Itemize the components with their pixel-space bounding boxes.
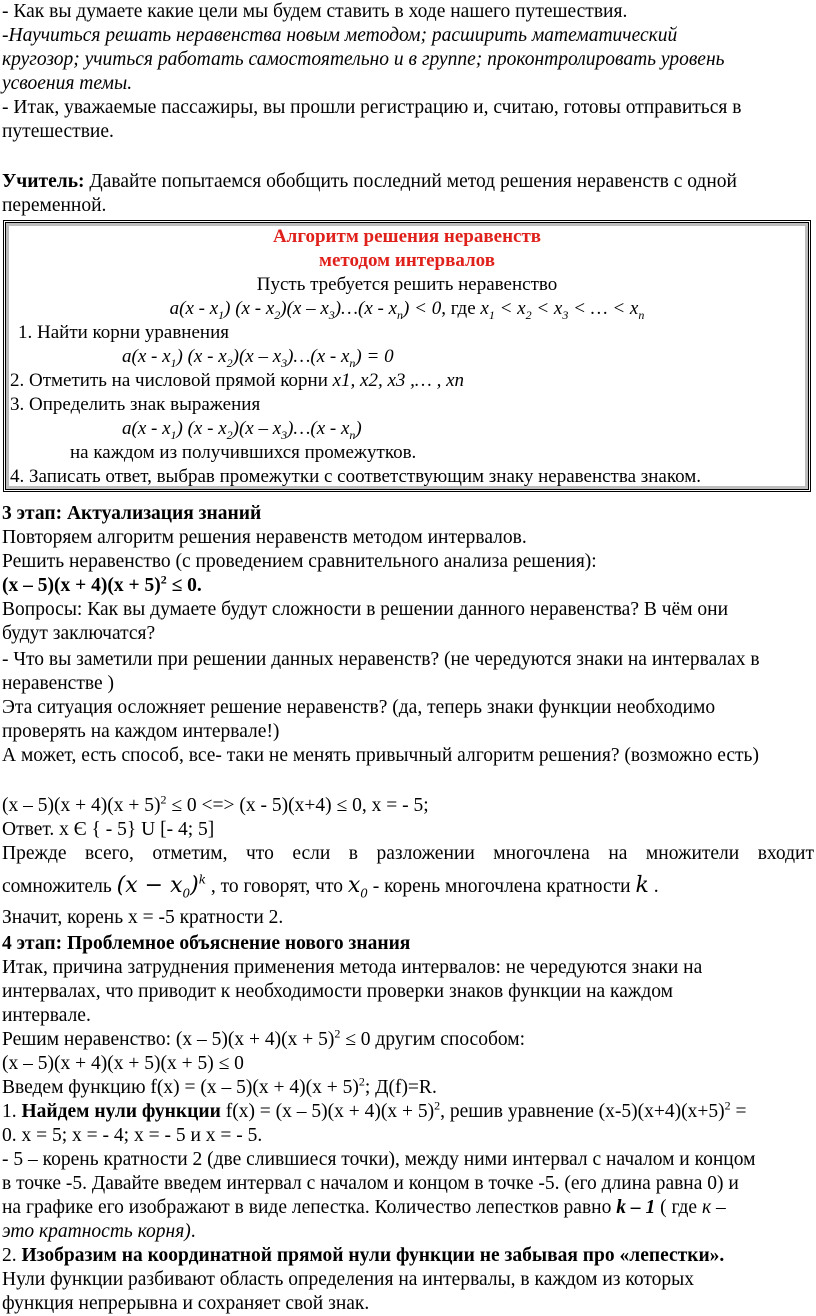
algorithm-title-1: Алгоритм решения неравенств — [272, 226, 542, 247]
algorithm-roots: x1, x2, x3 ,… , xn — [332, 370, 465, 391]
algorithm-step-1-equation: $a(x - x_1)$ $(x - x_2)(x$ – $x_3)\dots(x - x_n) = 0$ — [122, 346, 394, 370]
intro-line-1: - Как вы думаете какие цели мы будем ставить в ходе нашего путешествия. — [2, 1, 628, 22]
stage4-line-5: (x – 5)(x + 4)(x + 5)(x + 5) ≤ 0 — [2, 1053, 244, 1074]
teacher-line-1 — [2, 170, 814, 194]
stage3-question-4: неравенстве ) — [2, 673, 114, 694]
stage3-inequality: $(x - 5)(x + 4)(x + 5)^2 \le 0$. — [2, 572, 202, 596]
stage4-line-12: это кратность корня). — [2, 1221, 196, 1242]
stage3-paragraph-2: сомножитель $(x - x_0)^k$ , то говорят, что $x_0$ - корень многочлена кратности k . — [2, 872, 659, 901]
stage3-question-3: - Что вы заметили при решении данных неравенств? (не чередуются знаки на интервалах в — [2, 649, 760, 670]
algorithm-step-1: 1. Найти корни уравнения — [18, 322, 229, 343]
stage4-line-15: функция непрерывна и сохраняет свой знак. — [2, 1293, 370, 1314]
algorithm-step-4: 4. Записать ответ, выбрав промежутки с соответствующим знаку неравенства знаком. — [10, 466, 702, 487]
stage3-paragraph-1: Прежде всего, отметим, что если в разложении многочлена на множители входит — [2, 843, 814, 864]
stage3-paragraph-3: Значит, корень x = -5 кратности 2. — [2, 907, 284, 928]
stage3-question-5: Эта ситуация осложняет решение неравенств? (да, теперь знаки функции необходимо — [2, 697, 716, 718]
stage3-answer: Ответ. x Є { - 5} U [- 4; 5] — [2, 819, 215, 840]
algorithm-title-2: методом интервалов — [319, 250, 495, 271]
algorithm-intro: Пусть требуется решить неравенство — [256, 274, 558, 295]
stage4-line-1: Итак, причина затруднения применения метода интервалов: не чередуются знаки на — [2, 957, 703, 978]
intro-line-3: кругозор; учиться работать самостоятельно и в группе; проконтролировать уровень — [2, 49, 725, 70]
algorithm-general-inequality: $a(x - x_1)$ $(x - x_2)(x$ – $x_3)\dots(x - x_n) < 0$, где $x_1 < x_2 < x_3$ < … < $x_n$ — [169, 298, 645, 322]
intro-line-2: -Научиться решать неравенства новым методом; расширить математический — [2, 25, 678, 46]
stage3-line-1: Повторяем алгоритм решения неравенств методом интервалов. — [2, 527, 527, 548]
root-symbol: $x_0$ — [347, 873, 368, 901]
intro-line-5: - Итак, уважаемые пассажиры, вы прошли регистрацию и, считаю, готовы отправиться в — [2, 97, 742, 118]
algorithm-step-2: 2. Отметить на числовой прямой корни x1, x2, x3 ,… , xn — [10, 370, 465, 391]
multiplicity-formula: $(x - x_0)^k$ — [116, 872, 207, 901]
stage4-line-8: 0. x = 5; x = - 4; x = - 5 и x = - 5. — [2, 1125, 263, 1146]
teacher-label: Учитель: — [2, 171, 85, 192]
stage4-line-3: интервале. — [2, 1005, 91, 1026]
stage3-question-6: проверять на каждом интервале!) — [2, 721, 280, 742]
intro-line-4: усвоения темы. — [2, 73, 133, 94]
stage4-line-11: на графике его изображают в виде лепестка. Количество лепестков равно k – 1 ( где к – — [2, 1197, 726, 1218]
stage4-line-10: в точке -5. Давайте введем интервал с началом и концом в точке -5. (его длина равна 0) и — [2, 1173, 739, 1194]
algorithm-box — [3, 220, 811, 492]
intro-line-6: путешествие. — [2, 121, 114, 142]
stage3-question-7: А может, есть способ, все- таки не менять привычный алгоритм решения? (возможно есть) — [2, 745, 759, 766]
multiplicity-symbol: k — [635, 873, 649, 898]
stage3-question-2: будут заключатся? — [2, 623, 156, 644]
teacher-line-2: переменной. — [2, 195, 107, 216]
stage3-equivalence: $(x - 5)(x + 4)(x + 5)^2 \le 0$ <=> (x - 5)(x+4) ≤ 0, x = - 5; — [2, 792, 429, 816]
stage4-line-6: Введем функцию $f(x) = (x - 5)(x + 4)(x + 5)^2$; Д(f)=R. — [2, 1074, 437, 1098]
stage3-title: 3 этап: Актуализация знаний — [2, 503, 262, 524]
algorithm-step-3: 3. Определить знак выражения — [10, 394, 261, 415]
stage3-question-1: Вопросы: Как вы думаете будут сложности в решении данного неравенства? В чём они — [2, 599, 729, 620]
algorithm-step-3-note: на каждом из получившихся промежутков. — [70, 442, 417, 463]
stage4-line-14: Нули функции разбивают область определения на интервалы, в каждом из которых — [2, 1269, 694, 1290]
teacher-text: Давайте попытаемся обобщить последний метод решения неравенств с одной — [89, 171, 737, 192]
stage4-line-9: - 5 – корень кратности 2 (две слившиеся точки), между ними интервал с началом и концом — [2, 1149, 756, 1170]
stage4-line-7: 1. Найдем нули функции $f(x) = (x - 5)(x + 4)(x + 5)^2$, решив уравнение $(x-5)(x+4)(x+5)^2$ = — [2, 1098, 747, 1122]
stage4-line-13: 2. Изобразим на координатной прямой нули функции не забывая про «лепестки». — [2, 1245, 725, 1266]
algorithm-step-3-expression: $a(x - x_1)$ $(x - x_2)(x$ – $x_3)\dots(x - x_n)$ — [122, 418, 362, 442]
stage4-line-2: интервалах, что приводит к необходимости проверки знаков функции на каждом — [2, 981, 674, 1002]
stage4-line-4: Решим неравенство: $(x - 5)(x + 4)(x + 5)^2 \le 0$ другим способом: — [2, 1026, 526, 1050]
stage3-line-2: Решить неравенство (с проведением сравнительного анализа решения): — [2, 551, 597, 572]
stage4-title: 4 этап: Проблемное объяснение нового знания — [2, 933, 411, 954]
